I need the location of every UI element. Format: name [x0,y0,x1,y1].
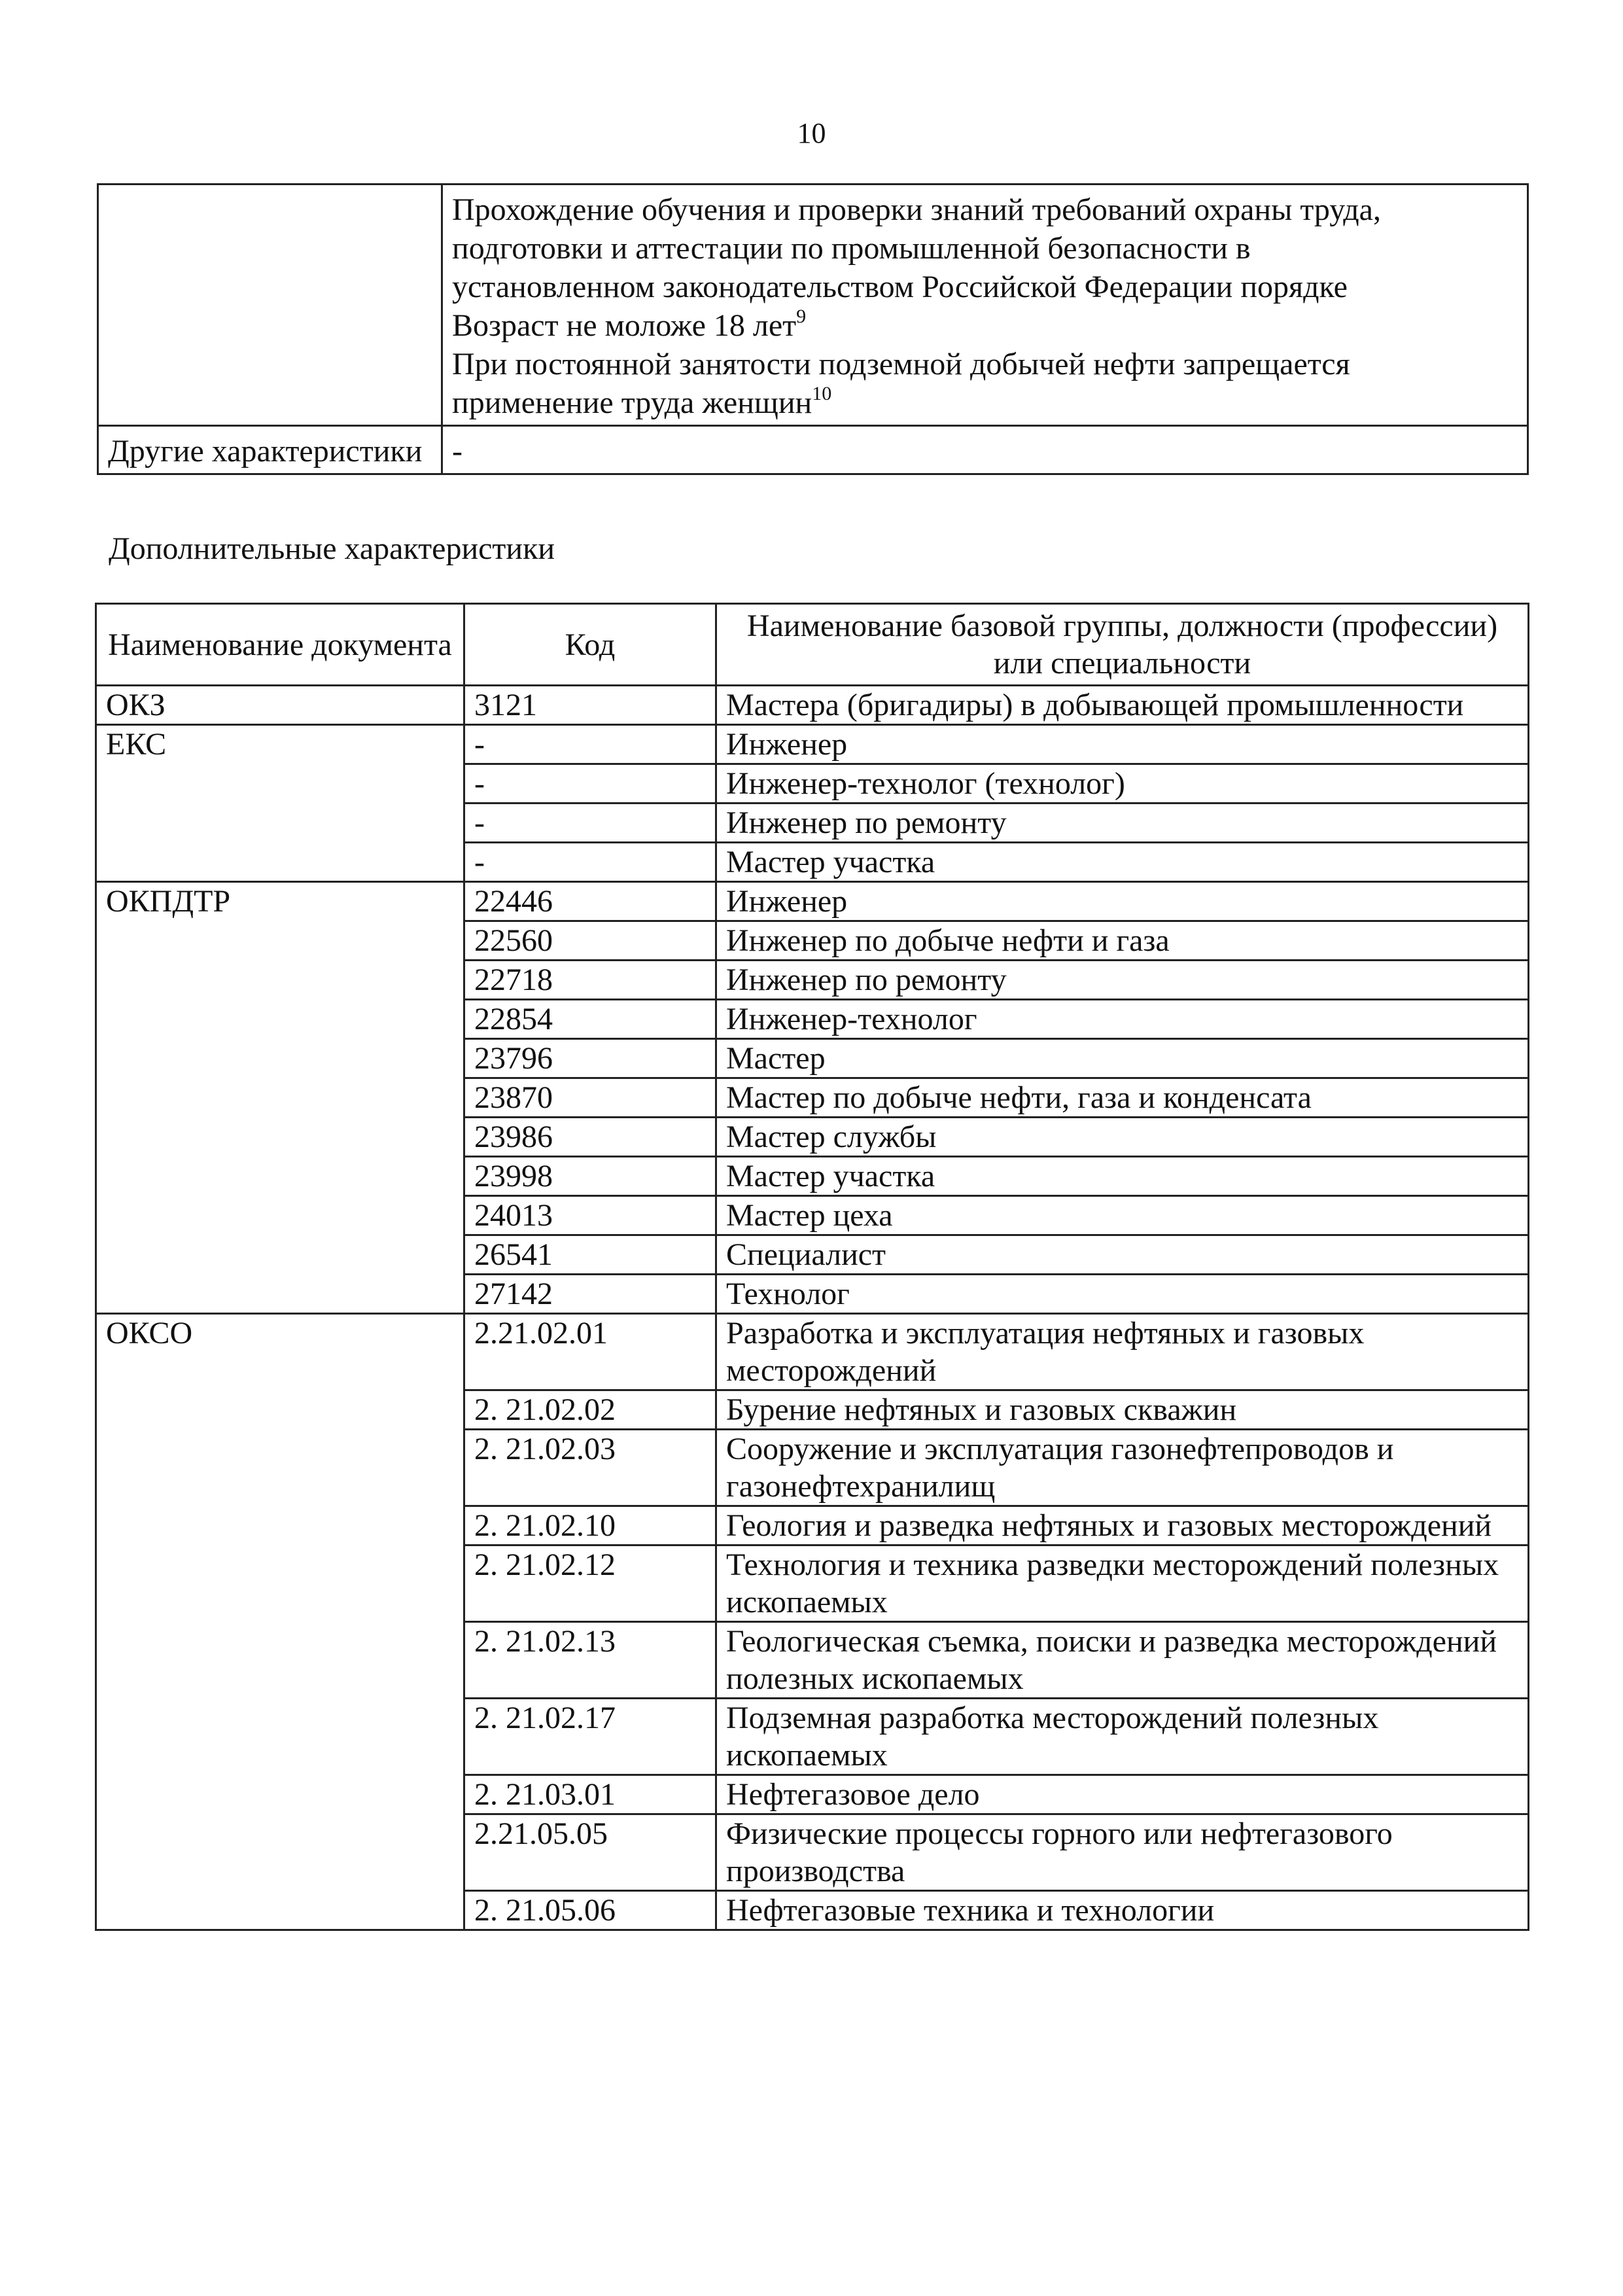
footnote-marker: 9 [796,306,807,327]
code-cell: - [464,843,716,882]
group-name-cell: Мастера (бригадиры) в добывающей промышленности [716,686,1529,725]
group-name-cell: Разработка и эксплуатация нефтяных и газовых месторождений [716,1314,1529,1390]
document-name-cell: ЕКС [96,725,464,882]
requirements-row [98,185,1528,426]
other-characteristics-row [98,426,1528,474]
requirement-line [452,345,1518,383]
table-body [96,686,1529,1930]
code-cell: - [464,725,716,764]
requirement-text: применение труда женщин [452,385,812,420]
code-cell: 2. 21.02.10 [464,1506,716,1545]
group-name-cell: Инженер [716,725,1529,764]
group-name-cell: Специалист [716,1235,1529,1275]
page-number: 10 [797,117,826,149]
requirement-line [452,190,1518,229]
requirement-line [452,306,1518,345]
code-cell: 2.21.05.05 [464,1814,716,1891]
requirement-line [452,383,1518,422]
code-cell: 23870 [464,1078,716,1118]
additional-characteristics-table [95,603,1529,1931]
header-name: Наименование базовой группы, должности (профессии) или специальности [716,604,1529,686]
requirement-text: Прохождение обучения и проверки знаний требований охраны труда, [452,192,1381,227]
code-cell: 23796 [464,1039,716,1078]
group-name-cell: Нефтегазовые техника и технологии [716,1891,1529,1930]
group-name-cell: Бурение нефтяных и газовых скважин [716,1390,1529,1430]
header-document: Наименование документа [96,604,464,686]
group-name-cell: Мастер участка [716,843,1529,882]
section-heading: Дополнительные характеристики [109,531,555,566]
code-cell: 2.21.02.01 [464,1314,716,1390]
code-cell: 22446 [464,882,716,921]
table-row [96,1314,1529,1390]
code-cell: 2. 21.05.06 [464,1891,716,1930]
requirements-text-cell [442,185,1528,426]
code-cell: 26541 [464,1235,716,1275]
code-cell: - [464,804,716,843]
requirement-text: При постоянной занятости подземной добычей нефти запрещается [452,347,1350,381]
code-cell: 2. 21.02.03 [464,1430,716,1506]
code-cell: 2. 21.02.12 [464,1545,716,1622]
group-name-cell: Технолог [716,1275,1529,1314]
group-name-cell: Сооружение и эксплуатация газонефтепроводов и газонефтехранилищ [716,1430,1529,1506]
requirement-line [452,268,1518,306]
group-name-cell: Мастер участка [716,1157,1529,1196]
table-row [96,882,1529,921]
requirement-line [452,229,1518,268]
code-cell: 22854 [464,1000,716,1039]
code-cell: 3121 [464,686,716,725]
code-cell: 22560 [464,921,716,961]
group-name-cell: Подземная разработка месторождений полезных ископаемых [716,1699,1529,1775]
requirements-table [97,183,1529,475]
code-cell: 27142 [464,1275,716,1314]
requirement-text: подготовки и аттестации по промышленной безопасности в [452,231,1251,266]
requirement-text: установленном законодательством Российской Федерации порядке [452,270,1348,304]
requirements-label-cell [98,185,442,426]
group-name-cell: Инженер [716,882,1529,921]
table-row [96,686,1529,725]
other-characteristics-value: - [442,426,1528,474]
group-name-cell: Мастер цеха [716,1196,1529,1235]
table-header-row [96,604,1529,686]
group-name-cell: Геологическая съемка, поиски и разведка месторождений полезных ископаемых [716,1622,1529,1699]
group-name-cell: Технология и техника разведки месторождений полезных ископаемых [716,1545,1529,1622]
group-name-cell: Геология и разведка нефтяных и газовых месторождений [716,1506,1529,1545]
document-name-cell: ОКЗ [96,686,464,725]
code-cell: 2. 21.02.02 [464,1390,716,1430]
header-code: Код [464,604,716,686]
group-name-cell: Инженер по ремонту [716,961,1529,1000]
document-name-cell: ОКПДТР [96,882,464,1314]
code-cell: - [464,764,716,804]
other-characteristics-label: Другие характеристики [98,426,442,474]
code-cell: 22718 [464,961,716,1000]
code-cell: 2. 21.02.17 [464,1699,716,1775]
table-row [96,725,1529,764]
requirement-text: Возраст не моложе 18 лет [452,308,797,343]
group-name-cell: Мастер [716,1039,1529,1078]
group-name-cell: Нефтегазовое дело [716,1775,1529,1814]
group-name-cell: Физические процессы горного или нефтегазового производства [716,1814,1529,1891]
document-name-cell: ОКСО [96,1314,464,1930]
code-cell: 24013 [464,1196,716,1235]
code-cell: 2. 21.03.01 [464,1775,716,1814]
code-cell: 23998 [464,1157,716,1196]
group-name-cell: Инженер по ремонту [716,804,1529,843]
group-name-cell: Инженер-технолог [716,1000,1529,1039]
group-name-cell: Мастер по добыче нефти, газа и конденсата [716,1078,1529,1118]
code-cell: 23986 [464,1118,716,1157]
group-name-cell: Мастер службы [716,1118,1529,1157]
footnote-marker: 10 [812,383,832,404]
code-cell: 2. 21.02.13 [464,1622,716,1699]
group-name-cell: Инженер-технолог (технолог) [716,764,1529,804]
group-name-cell: Инженер по добыче нефти и газа [716,921,1529,961]
